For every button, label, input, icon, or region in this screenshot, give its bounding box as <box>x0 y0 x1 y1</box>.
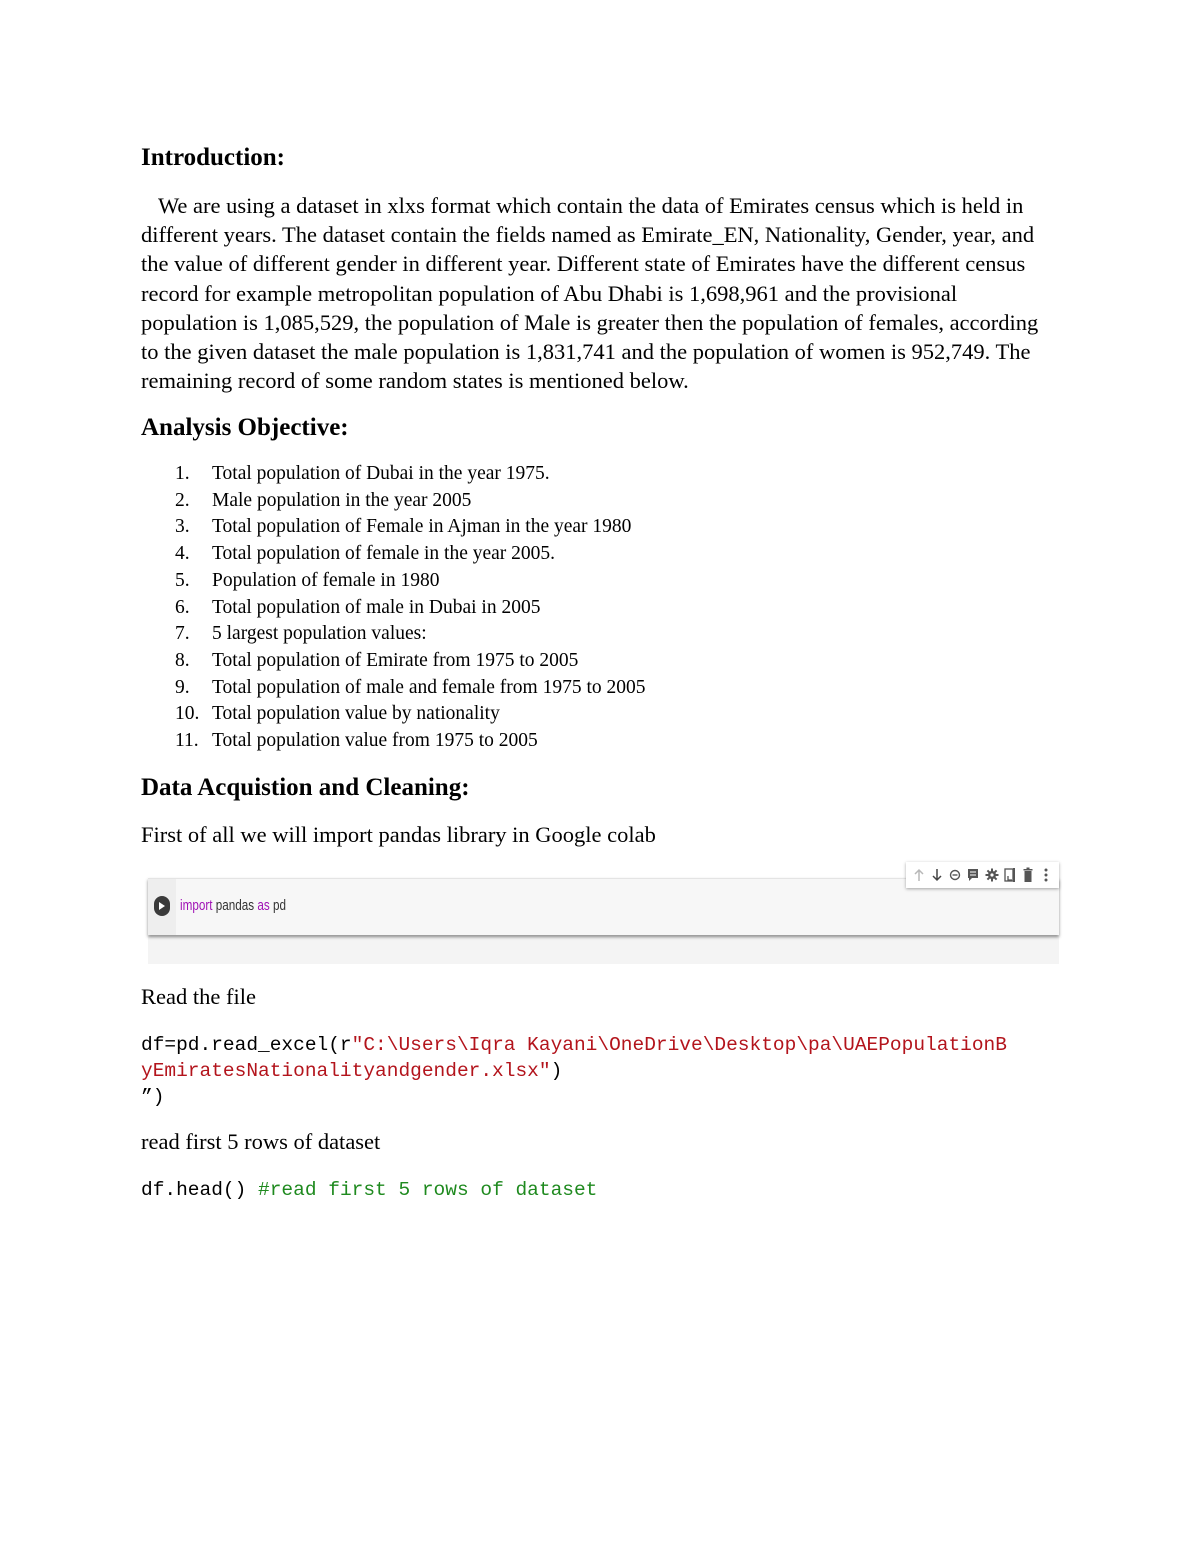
list-item <box>175 514 646 541</box>
introduction-heading: Introduction: <box>141 144 286 171</box>
list-number: 4. <box>175 543 190 565</box>
objective-list <box>175 461 646 755</box>
list-number: 7. <box>175 623 190 645</box>
list-text: Total population of female in the year 2005. <box>212 543 556 565</box>
list-number: 2. <box>175 489 190 511</box>
code-module: pandas <box>215 897 255 914</box>
link-icon[interactable] <box>948 866 962 884</box>
list-item <box>175 595 646 622</box>
list-item <box>175 568 646 595</box>
cell-toolbar <box>906 862 1059 888</box>
list-item <box>175 541 646 568</box>
list-number: 5. <box>175 569 190 591</box>
mirror-icon[interactable] <box>1003 866 1017 884</box>
read-excel-code <box>141 1032 1007 1084</box>
list-number: 10. <box>175 703 200 725</box>
list-text: Population of female in 1980 <box>212 569 440 591</box>
code-keyword: import <box>180 897 213 914</box>
list-number: 6. <box>175 596 190 618</box>
arrow-down-icon[interactable] <box>930 866 944 884</box>
list-item <box>175 488 646 515</box>
code-prefix: df=pd.read_excel(r <box>141 1034 352 1056</box>
read-file-paragraph: Read the file <box>141 984 256 1009</box>
list-item <box>175 728 646 755</box>
list-number: 8. <box>175 649 190 671</box>
list-item <box>175 648 646 675</box>
head-code <box>141 1177 597 1203</box>
list-text: Total population of Dubai in the year 1975. <box>212 463 550 484</box>
list-number: 1. <box>175 463 190 484</box>
code-string: "C:\Users\Iqra Kayani\OneDrive\Desktop\pa\UAEPopulationB <box>351 1034 1007 1056</box>
list-item <box>175 675 646 702</box>
analysis-objective-heading: Analysis Objective: <box>141 414 349 441</box>
gear-icon[interactable] <box>985 866 999 884</box>
list-text: Total population value by nationality <box>212 703 500 725</box>
cell-output-area <box>148 936 1059 964</box>
list-text: 5 largest population values: <box>212 623 427 645</box>
code-comment: #read first 5 rows of dataset <box>258 1179 598 1201</box>
list-text: Total population of male in Dubai in 2005 <box>212 596 541 618</box>
list-item <box>175 461 646 488</box>
list-number: 11. <box>175 730 199 752</box>
list-text: Male population in the year 2005 <box>212 489 472 511</box>
list-number: 9. <box>175 676 190 698</box>
run-cell-button[interactable] <box>154 896 170 916</box>
head-paragraph: read first 5 rows of dataset <box>141 1129 381 1154</box>
comment-icon[interactable] <box>966 866 980 884</box>
code-string-continued: yEmiratesNationalityandgender.xlsx" <box>141 1060 551 1082</box>
cell-code[interactable] <box>180 896 286 916</box>
list-number: 3. <box>175 516 190 538</box>
code-keyword-as: as <box>257 897 270 914</box>
code-closing-line: ”) <box>141 1086 165 1108</box>
arrow-up-icon[interactable] <box>912 866 926 884</box>
list-text: Total population of Emirate from 1975 to 2005 <box>212 649 579 671</box>
play-icon <box>158 901 166 911</box>
data-acquisition-heading: Data Acquistion and Cleaning: <box>141 774 470 801</box>
introduction-paragraph: We are using a dataset in xlxs format which contain the data of Emirates census which is held in different years. The dataset contain the fields named as Emirate_EN, Nationality, Gender, year, and the value of different gender in different year. Different state of Emirates have the different census record for example metropolitan population of Abu Dhabi is 1,698,961 and the provisional population is 1,085,529, the population of Male is greater then the population of females, according to the given dataset the male population is 1,831,741 and the population of women is 952,749. The remaining record of some random states is mentioned below. <box>141 193 1039 394</box>
code-suffix: ) <box>550 1060 563 1082</box>
list-text: Total population of Female in Ajman in the year 1980 <box>212 516 632 538</box>
list-text: Total population value from 1975 to 2005 <box>212 730 538 752</box>
code-alias: pd <box>273 897 287 914</box>
code-call: df.head() <box>141 1179 259 1201</box>
list-item <box>175 621 646 648</box>
delete-icon[interactable] <box>1021 866 1035 884</box>
more-icon[interactable] <box>1039 866 1053 884</box>
list-item <box>175 701 646 728</box>
list-text: Total population of male and female from 1975 to 2005 <box>212 676 646 698</box>
import-paragraph: First of all we will import pandas library in Google colab <box>141 822 656 847</box>
